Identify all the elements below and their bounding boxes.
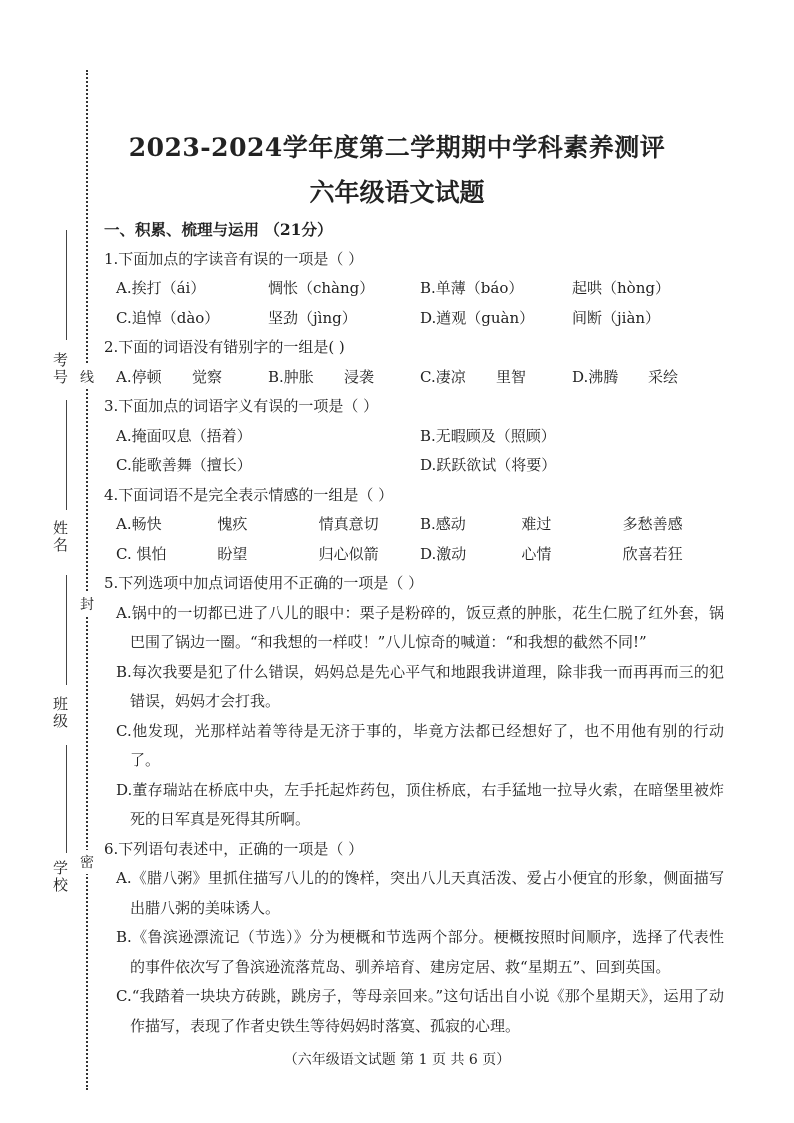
section-heading: 一、积累、梳理与运用 （21分） [104,220,333,239]
margin-field-class: 班级 [51,696,69,730]
binding-dotted-line [86,70,88,1090]
option: 多愁善感 [622,515,683,533]
question-6: 6.下列语句表述中，正确的一项是（ ） [104,839,364,858]
question-6-option-a: A.《腊八粥》里抓住描写八儿的的馋样，突出八儿天真活泼、爱占小便宜的形象，侧面描写出腊八粥的美味诱人。 [116,869,724,917]
option: D.遒观（guàn） [420,308,535,327]
question-2: 2.下面的词语没有错别字的一组是( ) [104,338,345,356]
name-underline [66,400,67,510]
option: 浸袭 [344,367,375,386]
option: 觉察 [192,367,223,386]
margin-field-school: 学校 [51,860,69,894]
question-4-options-row [116,510,724,540]
option: A.畅快 [116,515,162,533]
option: C. 惧怕 [116,544,167,563]
exam-title: 2023-2024学年度第二学期期中学科素养测评 [128,133,666,162]
option: 心情 [521,544,552,563]
option: A.掩面叹息（捂着） [116,426,252,445]
margin-field-exam-number: 考号 [51,352,69,386]
option: 盼望 [217,544,248,563]
cut-mark-secret: 密 [80,850,94,874]
question-5-option-a: A.锅中的一切都已进了八儿的眼中：栗子是粉碎的，饭豆煮的肿胀，花生仁脱了红外套，锅巴围了锅边一圈。“和我想的一样哎！”八儿惊奇的喊道：“和我想的截然不同!” [116,603,724,651]
option: C.追悼（dào） [116,308,220,327]
question-6-option-b: B.《鲁滨逊漂流记（节选）》分为梗概和节选两个部分。梗概按照时间顺序，选择了代表性的事件依次写了鲁滨逊流落荒岛、驯养培育、建房定居、救“星期五”、回到英国。 [116,928,724,976]
option: A.停顿 [116,367,162,386]
option: 情真意切 [318,515,379,533]
option: 采绘 [648,367,679,386]
option: B.无暇顾及（照顾） [420,426,556,445]
option: C.凄凉 [420,367,466,386]
exam-content [104,215,724,1041]
option: 惆怅（chàng） [268,279,375,297]
question-1: 1.下面加点的字读音有误的一项是（ ） [104,249,364,268]
option: 归心似箭 [318,544,379,563]
cut-mark-line: 线 [80,365,94,389]
option: D.激动 [419,544,467,563]
option: 坚劲（jìng） [268,308,357,327]
cut-mark-seal: 封 [80,592,94,616]
question-6-option-c: C.“我踏着一块块方砖跳，跳房子，等母亲回来。”这句话出自小说《那个星期天》，运用了动作描写，表现了作者史铁生等待妈妈时落寞、孤寂的心理。 [116,987,724,1035]
question-1-options-row [116,274,724,304]
question-5-option-c: C.他发现，光那样站着等待是无济于事的，毕竟方法都已经想好了，也不用他有别的行动了。 [116,721,724,769]
option: C.能歌善舞（擅长） [116,456,252,474]
option: B.感动 [419,515,466,533]
question-5-option-b: B.每次我要是犯了什么错误，妈妈总是先心平气和地跟我讲道理，除非我一而再再而三的犯错误，妈妈才会打我。 [116,662,724,710]
question-5-option-d: D.董存瑞站在桥底中央，左手托起炸药包，顶住桥底，右手猛地一拉导火索，在暗堡里被炸死的日军真是死得其所啊。 [116,780,724,828]
option: 愧疚 [217,515,248,533]
option: 难过 [521,515,552,533]
question-4-options-row [116,540,724,570]
option: B.肿胀 [268,367,314,386]
class-underline [66,575,67,685]
school-underline [66,745,67,853]
question-3-options-row [116,451,724,481]
option: A.挨打（ái） [116,279,206,297]
option: B.单薄（báo） [420,279,524,297]
question-2-options-row [116,363,724,393]
option: 间断（jiàn） [572,308,661,327]
option: 欣喜若狂 [622,544,683,563]
exam-number-underline [66,230,67,340]
option: 起哄（hòng） [572,279,670,297]
question-4: 4.下面词语不是完全表示情感的一组是（ ） [104,485,394,504]
option: 里智 [496,367,527,386]
question-3: 3.下面加点的词语字义有误的一项是（ ） [104,397,379,415]
exam-subtitle: 六年级语文试题 [309,178,485,207]
page-footer: （六年级语文试题 第 1 页 共 6 页） [283,1052,511,1068]
question-5: 5.下列选项中加点词语使用不正确的一项是（ ） [104,574,424,592]
margin-field-name: 姓名 [51,520,69,554]
option: D.跃跃欲试（将要） [420,456,557,474]
question-3-options-row [116,422,724,452]
option: D.沸腾 [572,367,619,386]
question-1-options-row [116,304,724,334]
